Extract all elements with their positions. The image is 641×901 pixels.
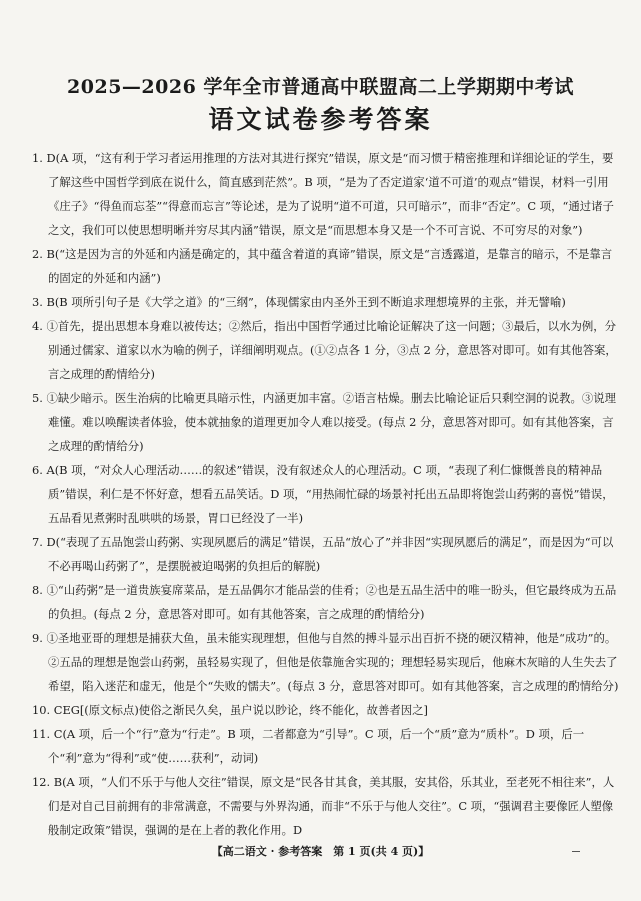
exam-title: 2025—2026 学年全市普通高中联盟高二上学期期中考试 <box>67 76 574 98</box>
answer-item: 8. ①“山药粥”是一道贵族宴席菜品，是五品偶尔才能品尝的佳肴；②也是五品生活中的唯一盼头，但它最终成为五品的负担。(每点 2 分，意思答对即可。如有其他答案，言之成理的酌情给分) <box>32 583 617 621</box>
answer-item: 1. D(A 项，“这有利于学习者运用推理的方法对其进行探究”错误，原文是“而习惯于精密推理和详细论证的学生，要了解这些中国哲学到底在说什么，简直感到茫然”。B 项，“是为了否定道家‘道不可道’的观点”错误，材料一引用《庄子》“得鱼而忘荃”“得意而忘言”等论述，是为了说明“道不可道，只可暗示”，而非“否定”。C 项，“通过诸子之文，我们可以使思想明晰并穷尽其内涵”错误，原文是“而思想本身又是一个不可言说、不可穷尽的对象”) <box>32 151 614 237</box>
answer-item: 7. D(“表现了五品饱尝山药粥、实现夙愿后的满足”错误，五品“放心了”并非因“实现夙愿后的满足”，而是因为“可以不必再喝山药粥了”，是摆脱被迫喝粥的负担后的解脱) <box>32 535 614 573</box>
answer-item: 4. ①首先，提出思想本身难以被传达；②然后，指出中国哲学通过比喻论证解决了这一问题；③最后，以水为例，分别通过儒家、道家以水为喻的例子，详细阐明观点。(①②点各 1 分，③点 2 分，意思答对即可。如有其他答案，言之成理的酌情给分) <box>32 319 617 381</box>
answer-item: 10. CEG[(原文标点)使俗之渐民久矣，虽户说以眇论，终不能化，故善者因之] <box>32 703 428 717</box>
answer-item: 3. B(B 项所引句子是《大学之道》的“三纲”，体现儒家由内圣外王到不断追求理想境界的主张，并无譬喻) <box>32 295 566 309</box>
answer-item: 5. ①缺少暗示。医生治病的比喻更具暗示性，内涵更加丰富。②语言枯燥。删去比喻论证后只剩空洞的说教。③说理难懂。难以唤醒读者体验，使本就抽象的道理更加令人难以接受。(每点 2 分，意思答对即可。如有其他答案，言之成理的酌情给分) <box>32 391 617 453</box>
answer-item: 9. ①圣地亚哥的理想是捕获大鱼，虽未能实现理想，但他与自然的搏斗显示出百折不挠的硬汉精神，他是“成功”的。②五品的理想是饱尝山药粥，虽轻易实现了，但他是依靠施舍实现的；理想轻易实现后，他麻木灰暗的人生失去了希望，陷入迷茫和虚无，他是个“失败的懦夫”。(每点 3 分，意思答对即可。如有其他答案，言之成理的酌情给分) <box>32 631 619 693</box>
document-subtitle: 语文试卷参考答案 <box>208 105 433 134</box>
corner-mark <box>572 851 580 852</box>
page-footer: 【高二语文 · 参考答案 第 1 页(共 4 页)】 <box>211 845 430 858</box>
answer-item: 2. B(“这是因为言的外延和内涵是确定的，其中蕴含着道的真谛”错误，原文是“言透露道，是靠言的暗示，不是靠言的固定的外延和内涵”) <box>32 247 613 285</box>
answer-item: 6. A(B 项，“对众人心理活动……的叙述”错误，没有叙述众人的心理活动。C 项，“表现了利仁慷慨善良的精神品质”错误，利仁是不怀好意，想看五品笑话。D 项，“用热闹忙碌的场景衬托出五品即将饱尝山药粥的喜悦”错误，五品看见煮粥时乱哄哄的场景，胃口已经没了一半) <box>32 463 614 525</box>
answer-list <box>32 146 619 842</box>
answer-item: 11. C(A 项，后一个“行”意为“行走”。B 项，二者都意为“引导”。C 项，后一个“质”意为“质朴”。D 项，后一个“利”意为“得利”或“使……获利”，动词) <box>32 727 585 765</box>
answer-item: 12. B(A 项，“人们不乐于与他人交往”错误，原文是“民各甘其食，美其服，安其俗，乐其业，至老死不相往来”，人们是对自己目前拥有的非常满意，不需要与外界沟通，而非“不乐于与他人交往”。C 项，“强调君主要像匠人塑像般制定政策”错误，强调的是在上者的教化作用。D <box>32 775 615 837</box>
